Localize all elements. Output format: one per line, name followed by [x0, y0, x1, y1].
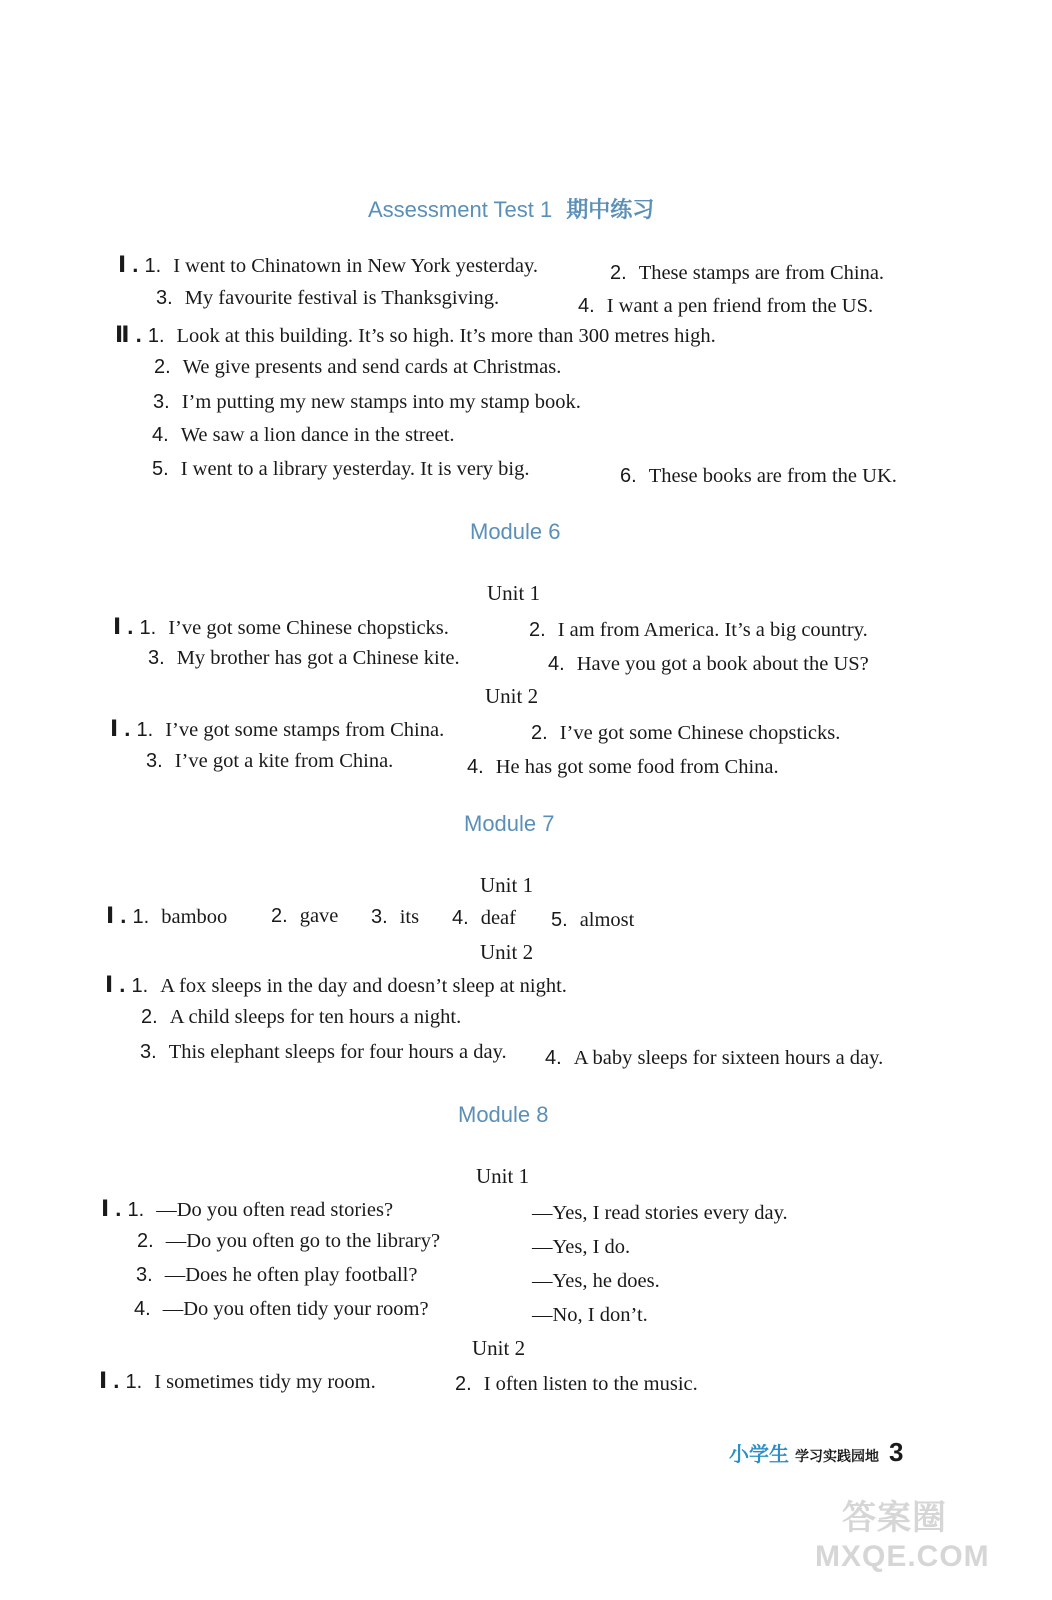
answer-line: Ⅰ . 1. I went to Chinatown in New York yesterday. — [118, 252, 538, 277]
answer-text: A fox sleeps in the day and doesn’t sleep at night. — [160, 975, 567, 997]
section-numeral: Ⅰ — [99, 1368, 108, 1393]
item-number: 2. — [271, 905, 288, 927]
item-number: 4. — [467, 756, 484, 778]
item-number: 4. — [545, 1047, 562, 1069]
answer-line — [620, 465, 897, 488]
item-number: 3. — [371, 906, 388, 928]
answer-line: Ⅰ . 1. I’ve got some Chinese chopsticks. — [113, 614, 449, 639]
unit-heading: Unit 1 — [487, 581, 541, 605]
item-number: 4. — [452, 907, 469, 929]
module-heading: Module 8 — [458, 1102, 549, 1127]
answer-line — [455, 1373, 698, 1396]
item-number: 1. — [144, 255, 162, 277]
answer-line — [467, 756, 779, 779]
section-numeral: Ⅰ — [113, 614, 122, 639]
item-number: 1. — [127, 1199, 145, 1221]
item-number: 3. — [153, 391, 170, 413]
item-number: 4. — [152, 424, 169, 446]
item-number: 3. — [140, 1041, 157, 1063]
answer-line — [153, 391, 581, 414]
answer-line: Ⅰ . 1. —Do you often read stories? — [101, 1196, 394, 1221]
item-number: 2. — [455, 1373, 472, 1395]
reply-text: —No, I don’t. — [532, 1304, 648, 1326]
item-number: 4. — [578, 295, 595, 317]
answer-text: A child sleeps for ten hours a night. — [169, 1006, 462, 1028]
answer-line: Ⅰ . 1. bamboo — [106, 903, 228, 928]
answer-line — [136, 1264, 417, 1287]
answer-line — [152, 424, 455, 447]
item-number: 1. — [136, 719, 154, 741]
answer-text: My brother has got a Chinese kite. — [176, 647, 460, 669]
title-english: Assessment Test 1 — [368, 197, 553, 222]
answer-line — [271, 905, 338, 928]
item-number: 3. — [136, 1264, 153, 1286]
page-title — [368, 193, 654, 224]
unit-heading: Unit 2 — [485, 684, 539, 708]
answer-line — [551, 909, 634, 932]
unit-heading: Unit 1 — [476, 1164, 530, 1188]
footer-brand: 小学生 — [729, 1442, 789, 1466]
reply-text: —Yes, I do. — [532, 1236, 631, 1258]
answer-text: This elephant sleeps for four hours a day. — [168, 1041, 507, 1063]
reply-text: —Yes, I read stories every day. — [532, 1202, 788, 1224]
answer-line: Ⅰ . 1. I’ve got some stamps from China. — [110, 716, 445, 741]
unit-heading: Unit 1 — [480, 873, 534, 897]
item-number: 2. — [154, 356, 171, 378]
item-number: 1. — [147, 325, 165, 347]
answer-line — [148, 647, 460, 670]
unit-heading: Unit 2 — [472, 1336, 526, 1360]
answer-text: I’ve got some stamps from China. — [165, 719, 445, 741]
footer-subtitle: 学习实践园地 — [795, 1449, 879, 1465]
answer-line — [610, 262, 884, 285]
answer-text: I’ve got some Chinese chopsticks. — [559, 722, 841, 744]
item-number: 2. — [141, 1006, 158, 1028]
page-footer — [729, 1437, 903, 1468]
answer-line — [452, 907, 516, 930]
item-number: 2. — [137, 1230, 154, 1252]
section-numeral: Ⅰ — [106, 903, 115, 928]
item-number: 2. — [610, 262, 627, 284]
answer-line — [141, 1006, 461, 1029]
answer-line — [137, 1230, 440, 1253]
answer-line — [156, 287, 499, 310]
answer-line — [529, 619, 868, 642]
answer-text: I often listen to the music. — [483, 1373, 698, 1395]
question-text: —Do you often tidy your room? — [162, 1298, 429, 1320]
answer-text: I am from America. It’s a big country. — [557, 619, 868, 641]
answer-text: I went to Chinatown in New York yesterday. — [173, 255, 538, 277]
answer-text: These books are from the UK. — [648, 465, 897, 487]
answer-line — [578, 295, 873, 318]
watermark-logo: 答案圈 — [842, 1499, 947, 1537]
item-number: 5. — [551, 909, 568, 931]
section-numeral: Ⅰ — [118, 252, 127, 277]
answer-line — [531, 722, 840, 745]
answer-text: Have you got a book about the US? — [576, 653, 869, 675]
answer-text: We saw a lion dance in the street. — [180, 424, 455, 446]
item-number: 1. — [139, 617, 157, 639]
item-number: 2. — [529, 619, 546, 641]
reply-text: —Yes, he does. — [532, 1270, 660, 1292]
answer-text: I’ve got a kite from China. — [174, 750, 394, 772]
answer-text: I want a pen friend from the US. — [606, 295, 874, 317]
answer-text: gave — [299, 905, 339, 927]
item-number: 1. — [125, 1371, 143, 1393]
answer-line — [140, 1041, 507, 1064]
answer-text: I sometimes tidy my room. — [154, 1371, 376, 1393]
answer-line — [134, 1298, 429, 1321]
answer-line — [154, 356, 561, 379]
answer-line: Ⅰ . 1. I sometimes tidy my room. — [99, 1368, 376, 1393]
item-number: 4. — [548, 653, 565, 675]
section-numeral: Ⅰ — [101, 1196, 110, 1221]
title-chinese: 期中练习 — [566, 198, 655, 223]
answer-text: My favourite festival is Thanksgiving. — [184, 287, 500, 309]
answer-text: I’ve got some Chinese chopsticks. — [168, 617, 449, 639]
answer-text: almost — [579, 909, 635, 931]
answer-text: We give presents and send cards at Christmas. — [182, 356, 562, 378]
item-number: 6. — [620, 465, 637, 487]
section-numeral: Ⅱ — [115, 322, 130, 347]
question-text: —Does he often play football? — [164, 1264, 418, 1286]
item-number: 3. — [146, 750, 163, 772]
answer-line — [545, 1047, 883, 1070]
question-text: —Do you often read stories? — [156, 1199, 394, 1221]
question-text: —Do you often go to the library? — [165, 1230, 441, 1252]
section-numeral: Ⅰ — [105, 972, 114, 997]
answer-line — [548, 653, 869, 676]
answer-text: I went to a library yesterday. It is very big. — [180, 458, 530, 480]
item-number: 1. — [131, 975, 149, 997]
answer-line: Ⅱ . 1. Look at this building. It’s so high. It’s more than 300 metres high. — [115, 322, 716, 347]
answer-line — [146, 750, 393, 773]
answer-text: Look at this building. It’s so high. It’s more than 300 metres high. — [176, 325, 716, 347]
answer-text: I’m putting my new stamps into my stamp book. — [181, 391, 581, 413]
item-number: 4. — [134, 1298, 151, 1320]
answer-line — [152, 458, 529, 481]
module-heading: Module 7 — [464, 811, 555, 836]
watermark-url: MXQE.COM — [815, 1540, 990, 1573]
answer-text: bamboo — [161, 906, 228, 928]
answer-text: deaf — [480, 907, 516, 929]
answer-text: These stamps are from China. — [638, 262, 885, 284]
item-number: 3. — [148, 647, 165, 669]
answer-text: He has got some food from China. — [495, 756, 779, 778]
section-numeral: Ⅰ — [110, 716, 119, 741]
answer-line: Ⅰ . 1. A fox sleeps in the day and doesn’t sleep at night. — [105, 972, 567, 997]
item-number: 5. — [152, 458, 169, 480]
unit-heading: Unit 2 — [480, 940, 534, 964]
item-number: 3. — [156, 287, 173, 309]
module-heading: Module 6 — [470, 519, 561, 544]
page-number: 3 — [889, 1437, 904, 1467]
answer-text: its — [399, 906, 420, 928]
answer-text: A baby sleeps for sixteen hours a day. — [573, 1047, 884, 1069]
item-number: 2. — [531, 722, 548, 744]
item-number: 1. — [132, 906, 150, 928]
answer-line — [371, 906, 419, 929]
